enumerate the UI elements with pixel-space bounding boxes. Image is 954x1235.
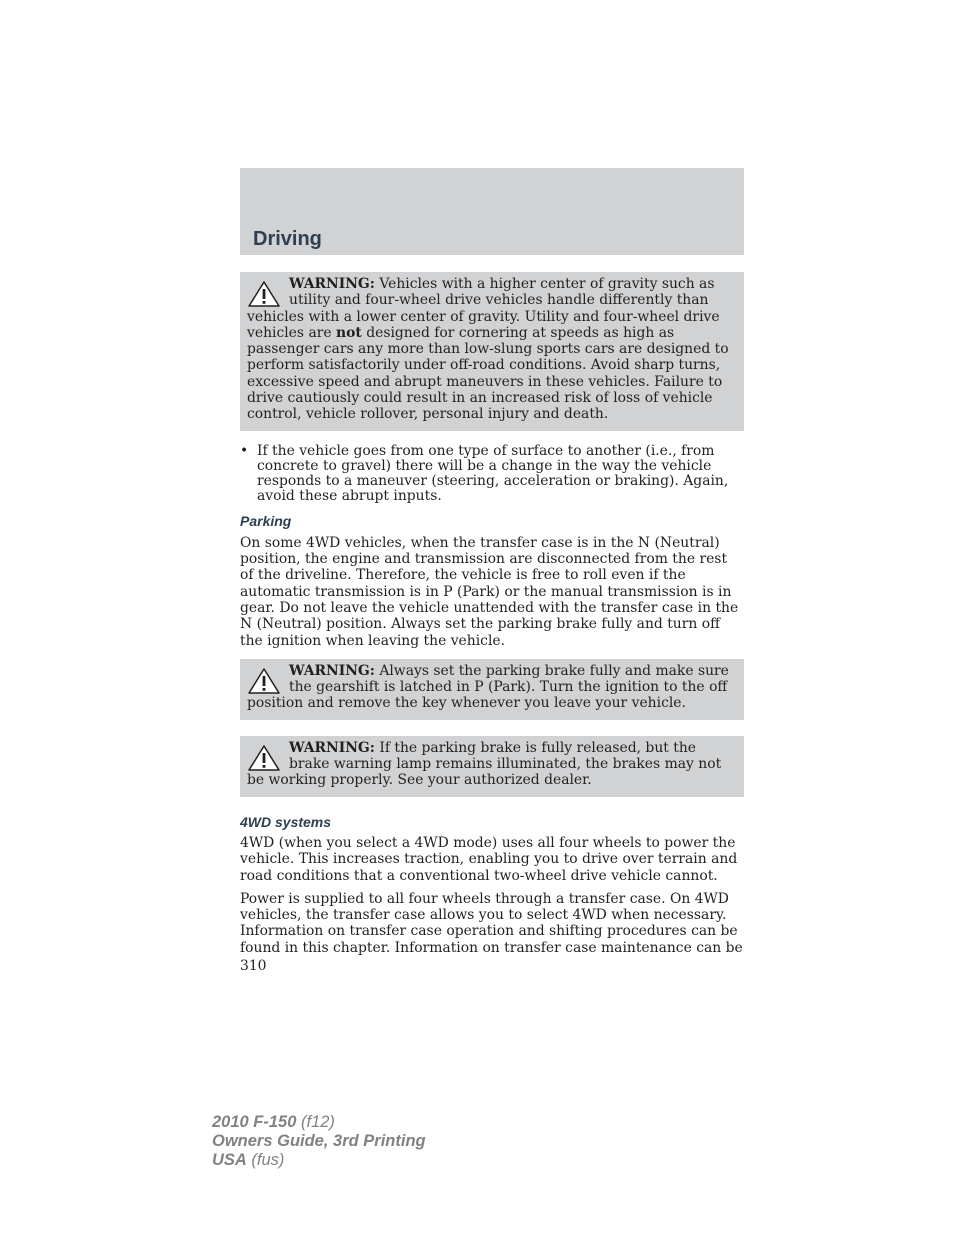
footer-line-model <box>212 1113 426 1132</box>
section-header-band <box>240 168 744 255</box>
bullet-marker: • <box>240 442 249 459</box>
document-footer <box>212 1113 426 1170</box>
footer-model: 2010 F-150 <box>212 1113 297 1131</box>
warning-box-parking-brake <box>240 659 744 720</box>
warning-triangle-icon <box>247 280 281 308</box>
footer-market: USA <box>212 1151 247 1169</box>
page-number: 310 <box>240 958 267 975</box>
footer-market-code: (fus) <box>246 1151 285 1169</box>
warning-emphasis: not <box>336 324 362 341</box>
warning-box-rollover <box>240 272 744 431</box>
parking-heading: Parking <box>240 513 292 530</box>
fourwd-paragraph-1: 4WD (when you select a 4WD mode) uses all four wheels to power the vehicle. This increases traction, enabling you to drive over terrain and road conditions that a conventional two-wheel drive vehicle cannot. <box>240 834 738 884</box>
fourwd-heading: 4WD systems <box>240 813 332 830</box>
warning-text: If the parking brake is fully released, but the brake warning lamp remains illuminated, the brakes may not be working properly. See your authorized dealer. <box>247 739 722 789</box>
warning-label: WARNING: <box>289 276 375 292</box>
bullet-text: If the vehicle goes from one type of surface to another (i.e., from concrete to gravel) there will be a change in the way the vehicle responds to a maneuver (steering, acceleration or braking). Again, avoid these abrupt inputs. <box>257 442 729 505</box>
fourwd-paragraph-2: Power is supplied to all four wheels through a transfer case. On 4WD vehicles, the transfer case allows you to select 4WD when necessary. Information on transfer case operation and shifting procedures can be found in this chapter. Information on transfer case maintenance can be <box>240 890 743 956</box>
footer-line-guide: Owners Guide, 3rd Printing <box>212 1132 426 1150</box>
warning-label: WARNING: <box>289 662 375 679</box>
parking-paragraph: On some 4WD vehicles, when the transfer case is in the N (Neutral) position, the engine and transmission are disconnected from the rest of the driveline. Therefore, the vehicle is free to roll even if the automatic transmission is in P (Park) or the manual transmission is in gear. Do not leave the vehicle unattended with the transfer case in the N (Neutral) position. Always set the parking brake fully and turn off the ignition when leaving the vehicle. <box>240 534 739 649</box>
warning-box-brake-lamp <box>240 736 744 797</box>
footer-model-code: (f12) <box>296 1113 335 1131</box>
warning-text: designed for cornering at speeds as high as passenger cars any more than low-slung sports cars are designed to perform satisfactorily under off-road conditions. Avoid sharp turns, excessive speed and abrupt maneuvers in these vehicles. Failure to drive cautiously could result in an increased risk of loss of vehicle control, vehicle rollover, personal injury and death. <box>247 324 729 423</box>
warning-triangle-icon <box>247 744 281 772</box>
warning-label: WARNING: <box>289 739 375 756</box>
warning-text: Vehicles with a higher center of gravity such as utility and four-wheel drive vehicles handle differently than vehicles with a lower center of gravity. Utility and four-wheel drive vehicles are <box>247 276 720 341</box>
footer-line-market <box>212 1151 426 1170</box>
page-content <box>240 272 744 974</box>
bullet-item <box>240 444 744 505</box>
warning-triangle-icon <box>247 667 281 695</box>
section-title: Driving <box>253 228 322 250</box>
warning-text: Always set the parking brake fully and make sure the gearshift is latched in P (Park). Turn the ignition to the off position and remove the key whenever you leave your vehicle. <box>247 662 729 712</box>
